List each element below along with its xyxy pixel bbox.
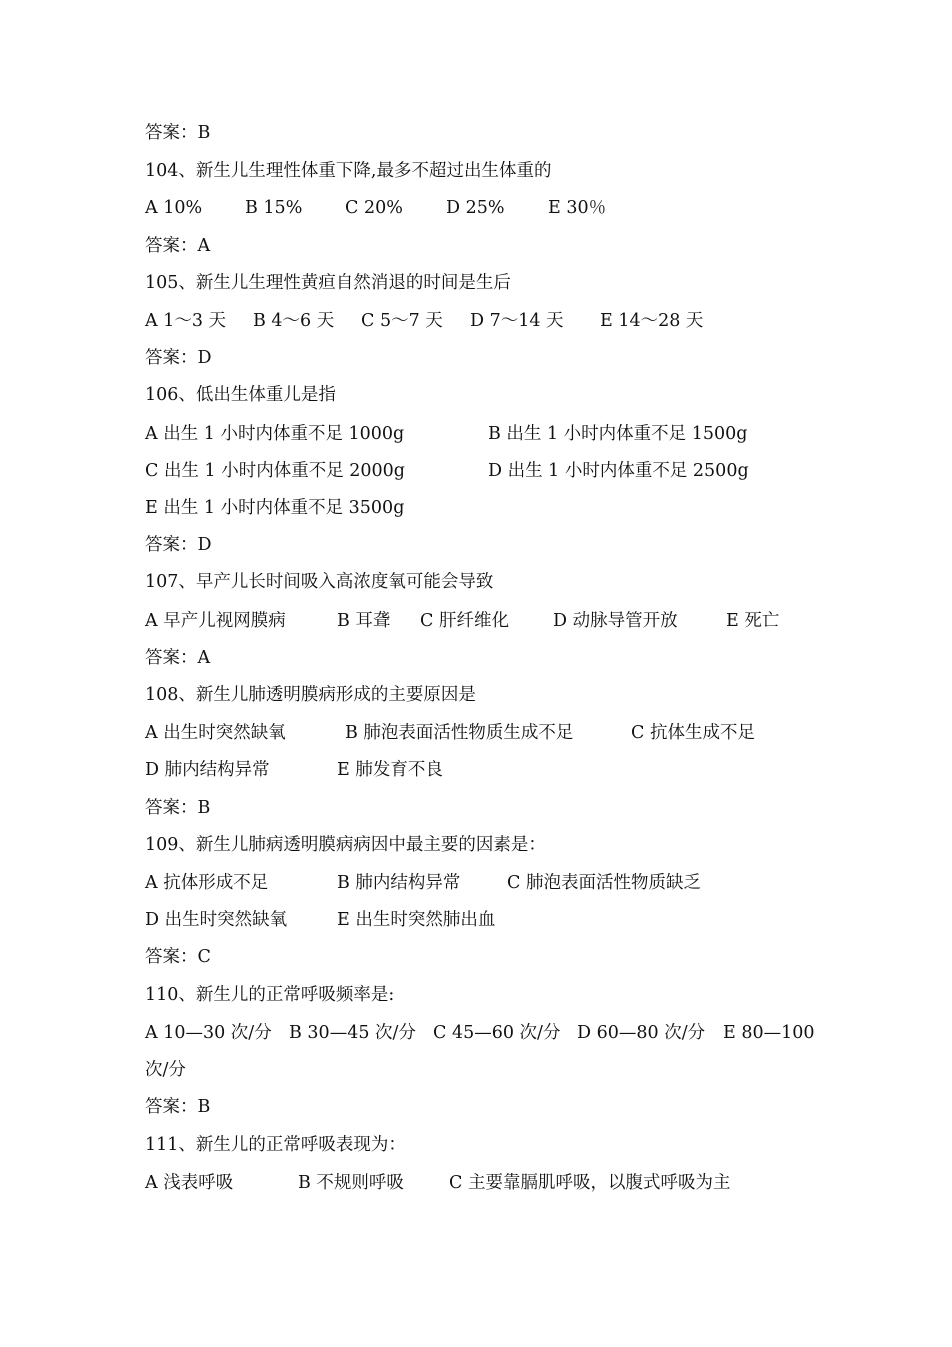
- option-107-a: A 早产儿视网膜病: [145, 611, 286, 631]
- option-108-c: C 抗体生成不足: [631, 723, 755, 743]
- option-107-d: D 动脉导管开放: [553, 611, 678, 631]
- option-107-c: C 肝纤维化: [420, 611, 509, 631]
- option-109-d: D 出生时突然缺氧: [145, 910, 288, 930]
- option-106-a: A 出生 1 小时内体重不足 1000g: [145, 424, 405, 444]
- answer-104: 答案：A: [145, 236, 211, 256]
- option-111-c: C 主要靠膈肌呼吸，以腹式呼吸为主: [449, 1173, 731, 1193]
- question-108: 108、新生儿肺透明膜病形成的主要原因是: [145, 685, 476, 705]
- option-104-b: B 15%: [245, 198, 303, 218]
- question-107: 107、早产儿长时间吸入高浓度氧可能会导致: [145, 572, 494, 592]
- option-105-d: D 7～14 天: [470, 311, 564, 331]
- option-104-a: A 10%: [145, 198, 203, 218]
- option-110-e-wrap: 次/分: [145, 1060, 186, 1080]
- answer-109: 答案：C: [145, 947, 211, 967]
- option-108-d: D 肺内结构异常: [145, 760, 270, 780]
- answer-106: 答案：D: [145, 535, 212, 555]
- option-105-a: A 1～3 天: [145, 311, 227, 331]
- option-106-b: B 出生 1 小时内体重不足 1500g: [488, 424, 748, 444]
- option-110-b: B 30—45 次/分: [289, 1023, 416, 1043]
- option-106-e: E 出生 1 小时内体重不足 3500g: [145, 498, 405, 518]
- option-107-e: E 死亡: [726, 611, 780, 631]
- answer-108: 答案：B: [145, 798, 211, 818]
- answer-107: 答案：A: [145, 648, 211, 668]
- question-110: 110、新生儿的正常呼吸频率是:: [145, 985, 395, 1005]
- option-104-c: C 20%: [345, 198, 403, 218]
- option-105-e: E 14～28 天: [600, 311, 704, 331]
- option-109-a: A 抗体形成不足: [145, 873, 269, 893]
- option-106-d: D 出生 1 小时内体重不足 2500g: [488, 461, 749, 481]
- option-104-e: E 30％: [548, 198, 607, 218]
- option-109-b: B 肺内结构异常: [337, 873, 461, 893]
- option-109-e: E 出生时突然肺出血: [337, 910, 496, 930]
- answer-110: 答案：B: [145, 1097, 211, 1117]
- option-110-e: E 80—100: [723, 1023, 815, 1043]
- option-104-d: D 25%: [446, 198, 505, 218]
- question-106: 106、低出生体重儿是指: [145, 385, 336, 405]
- answer-105: 答案：D: [145, 348, 212, 368]
- question-109: 109、新生儿肺病透明膜病病因中最主要的因素是：: [145, 835, 546, 855]
- option-110-a: A 10—30 次/分: [145, 1023, 272, 1043]
- option-111-b: B 不规则呼吸: [298, 1173, 404, 1193]
- option-110-d: D 60—80 次/分: [577, 1023, 706, 1043]
- option-108-a: A 出生时突然缺氧: [145, 723, 286, 743]
- question-105: 105、新生儿生理性黄疸自然消退的时间是生后: [145, 273, 511, 293]
- option-111-a: A 浅表呼吸: [145, 1173, 234, 1193]
- question-111: 111、新生儿的正常呼吸表现为：: [145, 1135, 406, 1155]
- option-105-b: B 4～6 天: [253, 311, 335, 331]
- option-105-c: C 5～7 天: [361, 311, 443, 331]
- option-108-b: B 肺泡表面活性物质生成不足: [345, 723, 574, 743]
- answer-103: 答案：B: [145, 123, 211, 143]
- option-107-b: B 耳聋: [337, 611, 391, 631]
- option-108-e: E 肺发育不良: [337, 760, 443, 780]
- option-110-c: C 45—60 次/分: [433, 1023, 561, 1043]
- option-109-c: C 肺泡表面活性物质缺乏: [507, 873, 701, 893]
- question-104: 104、新生儿生理性体重下降,最多不超过出生体重的: [145, 161, 552, 181]
- option-106-c: C 出生 1 小时内体重不足 2000g: [145, 461, 406, 481]
